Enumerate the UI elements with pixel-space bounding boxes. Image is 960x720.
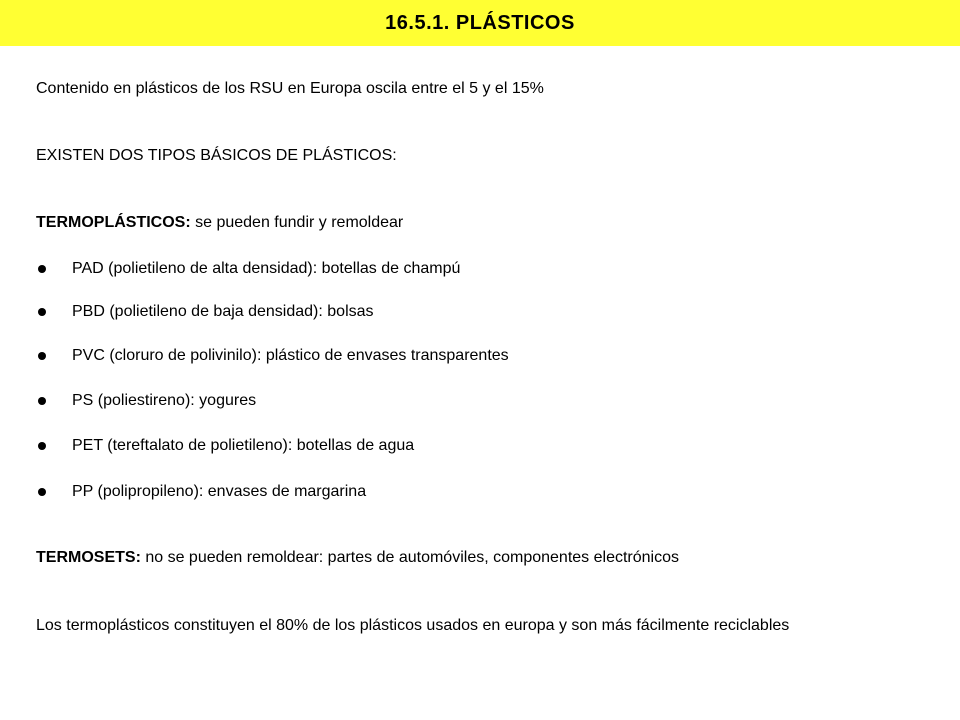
thermoplastics-definition: [36, 214, 403, 232]
list-item: [36, 303, 374, 321]
conclusion-text: Los termoplásticos constituyen el 80% de los plásticos usados en europa y son más fácilmente reciclables: [36, 617, 790, 634]
list-item-text: PS (poliestireno): yogures: [72, 392, 257, 409]
list-item: [36, 347, 509, 365]
bullet-icon: [38, 442, 46, 450]
list-item: [36, 437, 414, 455]
list-item: [36, 483, 366, 501]
list-item-text: PAD (polietileno de alta densidad): botellas de champú: [72, 260, 461, 277]
thermosets-definition: [36, 549, 679, 567]
list-item: [36, 392, 256, 410]
bullet-icon: [38, 397, 46, 405]
bullet-icon: [38, 352, 46, 360]
title-bar: [0, 0, 960, 46]
list-item-text: PET (tereftalato de polietileno): botellas de agua: [72, 437, 415, 454]
intro-text: Contenido en plásticos de los RSU en Europa oscila entre el 5 y el 15%: [36, 80, 544, 97]
bullet-icon: [38, 308, 46, 316]
list-item-text: PP (polipropileno): envases de margarina: [72, 483, 367, 500]
thermoplastics-label: TERMOPLÁSTICOS:: [36, 214, 191, 231]
types-heading: EXISTEN DOS TIPOS BÁSICOS DE PLÁSTICOS:: [36, 147, 397, 164]
thermosets-text: no se pueden remoldear: partes de automóviles, componentes electrónicos: [140, 549, 679, 566]
list-item: [36, 260, 460, 278]
thermoplastics-text: se pueden fundir y remoldear: [190, 214, 404, 231]
list-item-text: PBD (polietileno de baja densidad): bolsas: [72, 303, 374, 320]
list-item-text: PVC (cloruro de polivinilo): plástico de envases transparentes: [72, 347, 509, 364]
page-title: 16.5.1. PLÁSTICOS: [385, 11, 575, 34]
thermosets-label: TERMOSETS:: [36, 549, 141, 566]
bullet-icon: [38, 488, 46, 496]
bullet-icon: [38, 265, 46, 273]
